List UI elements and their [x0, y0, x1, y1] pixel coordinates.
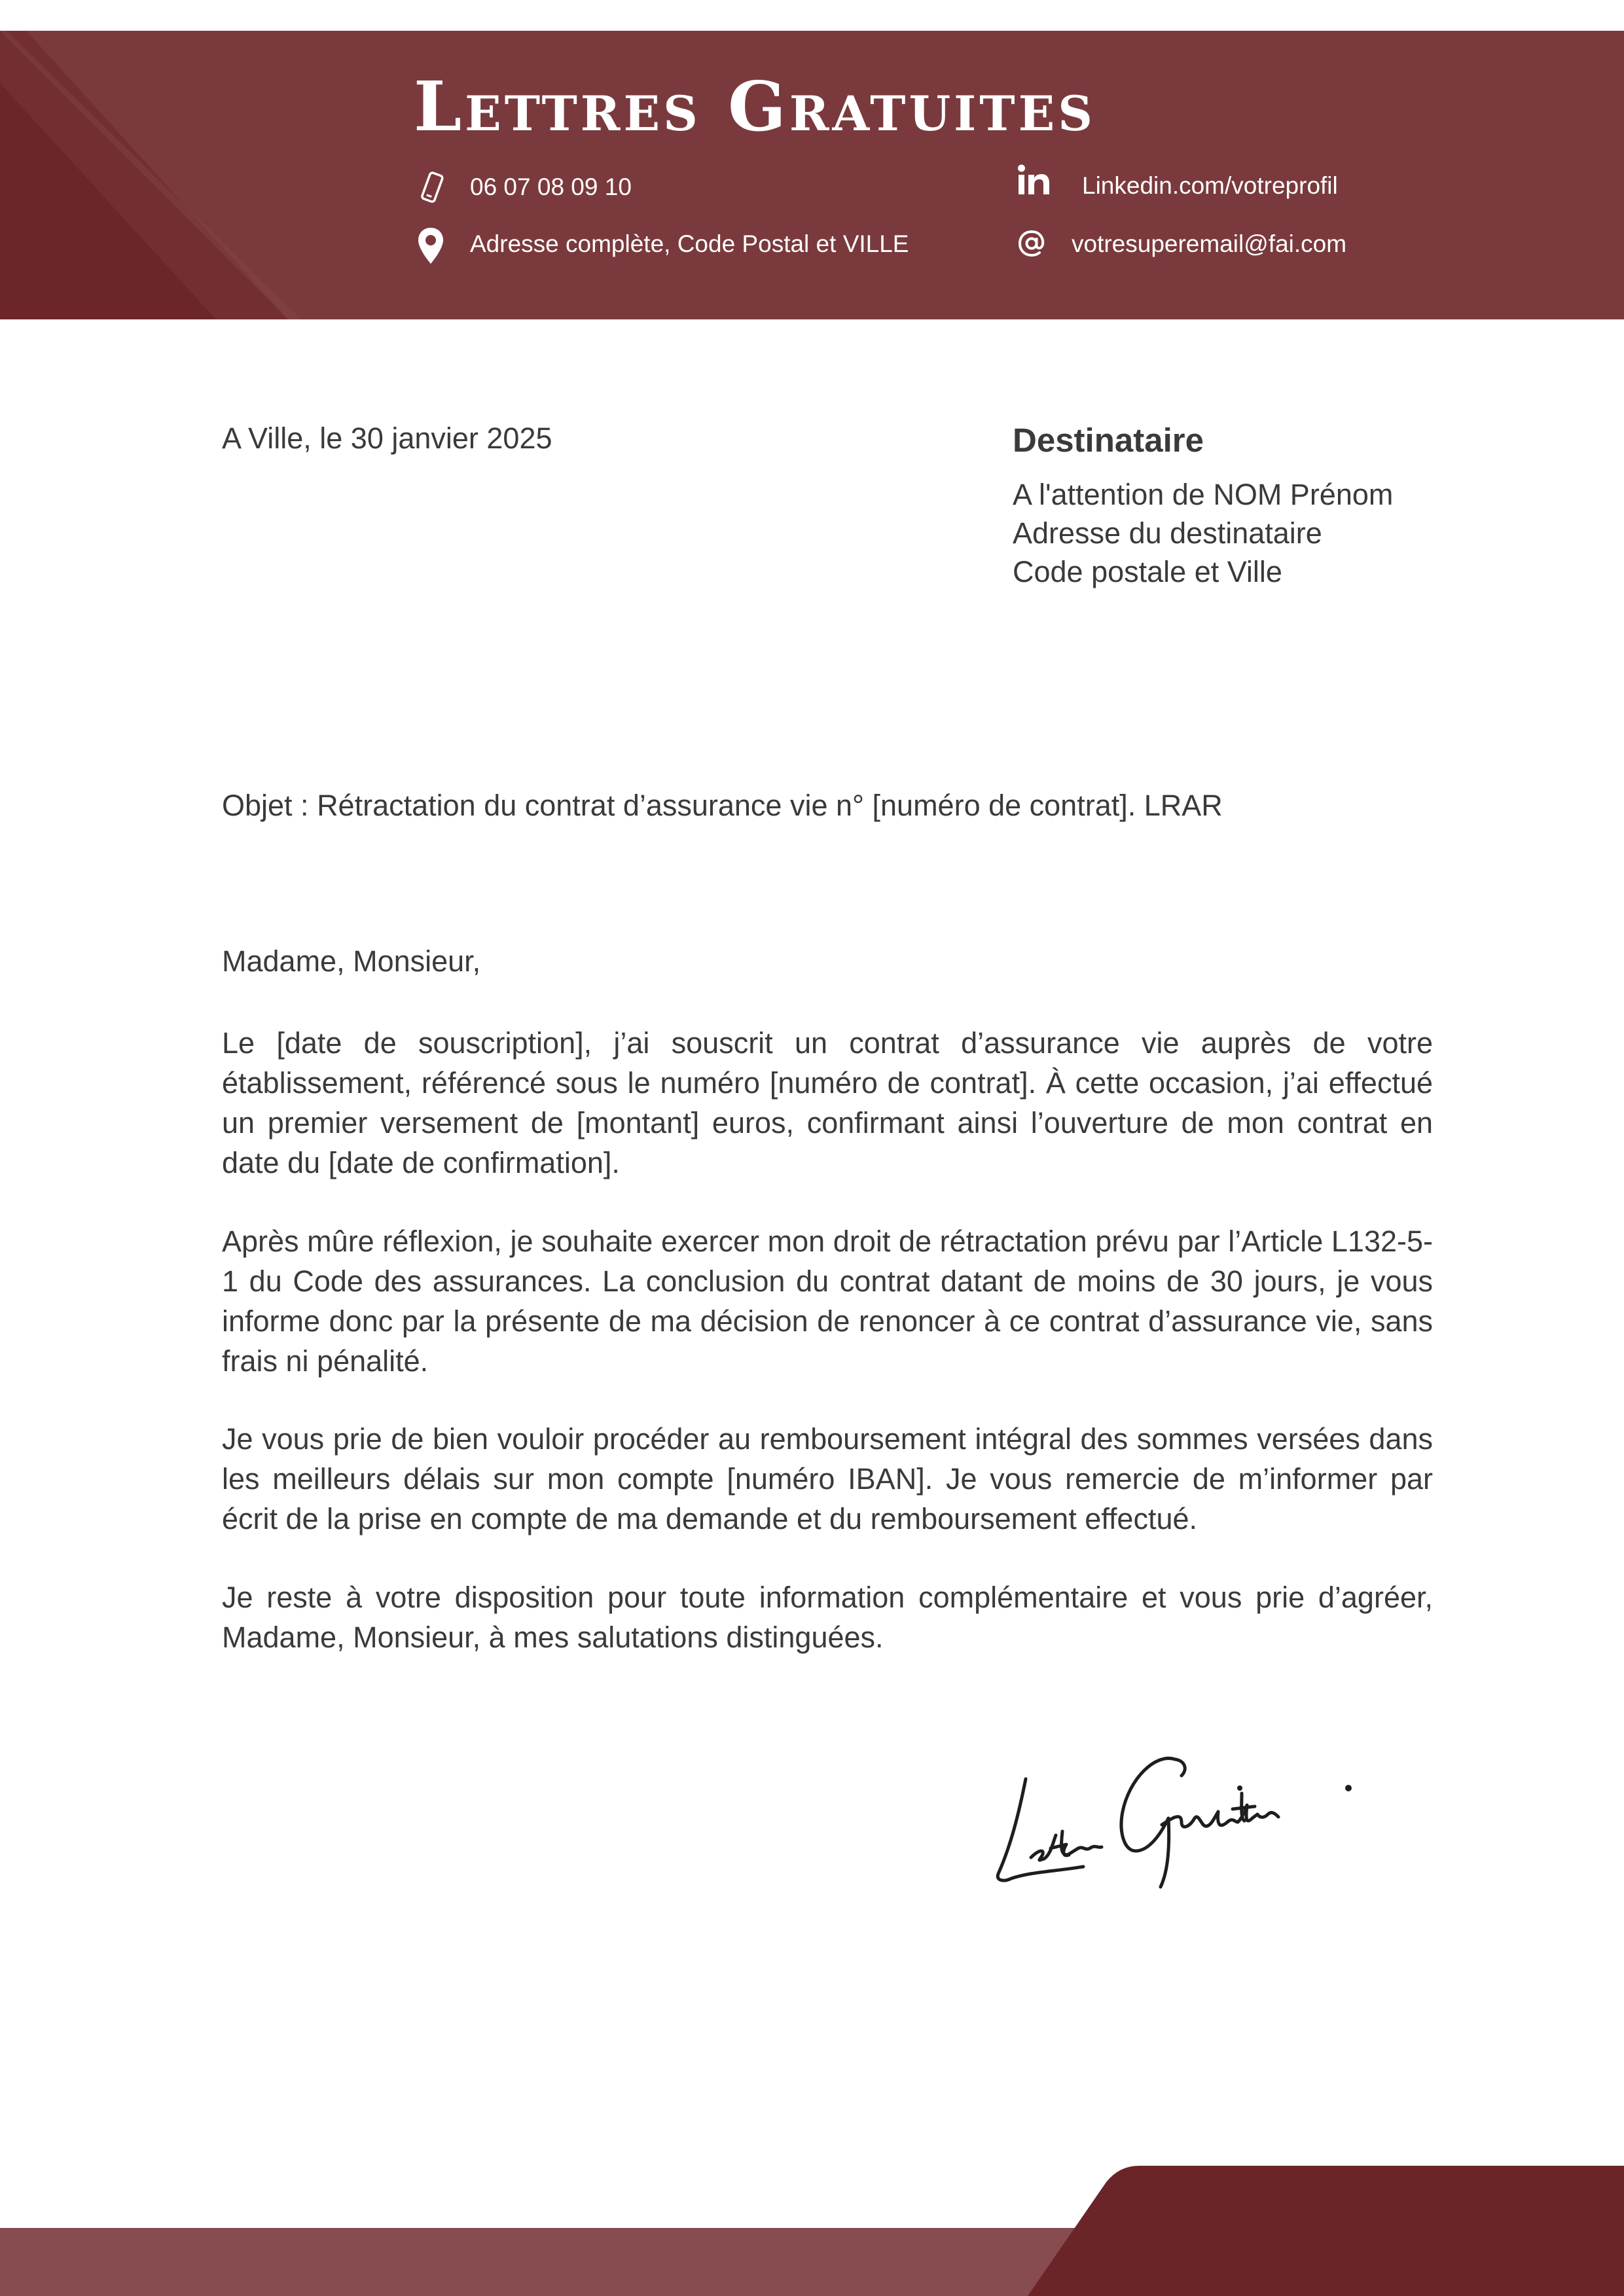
letter-salutation: Madame, Monsieur, — [222, 944, 481, 978]
body-paragraph-1: Le [date de souscription], j’ai souscrit un contrat d’assurance vie auprès de votre établissement, référencé sous le numéro [numéro de contrat]. À cette occasion, j’ai effectué un premier versement de [montant] euros, confirmant ainsi l’ouverture de mon contrat en date du [date de confirmation]. — [222, 1026, 1433, 1179]
linkedin-text: Linkedin.com/votreprofil — [1082, 172, 1338, 199]
email-text: votresuperemail@fai.com — [1072, 230, 1347, 257]
phone-text: 06 07 08 09 10 — [470, 173, 632, 200]
recipient-block — [1013, 420, 1393, 591]
contact-phone — [416, 173, 678, 206]
phone-icon — [416, 171, 448, 205]
recipient-line-address: Adresse du destinataire — [1013, 516, 1322, 550]
body-paragraph-2: Après mûre réflexion, je souhaite exercer mon droit de rétractation prévu par l’Article L132-5-1 du Code des assurances. La conclusion du contrat datant de moins de 30 jours, je vous informe donc par la présente de ma décision de renoncer à ce contrat d’assurance vie, sans frais ni pénalité. — [222, 1225, 1433, 1378]
letter-body — [222, 1221, 1433, 1381]
contact-linkedin — [1017, 172, 1409, 208]
header-corner-decoration — [0, 31, 301, 319]
contact-email — [1017, 230, 1409, 266]
handwritten-signature — [985, 1720, 1365, 1897]
location-pin-icon — [416, 226, 445, 266]
at-sign-icon — [1017, 228, 1047, 259]
brand-title: Lettres Gratuites — [414, 66, 1096, 147]
address-text: Adresse complète, Code Postal et VILLE — [470, 230, 909, 257]
contact-address — [416, 230, 940, 266]
recipient-title: Destinataire — [1013, 422, 1204, 459]
letter-object: Objet : Rétractation du contrat d’assurance vie n° [numéro de contrat]. LRAR — [222, 789, 1223, 822]
body-paragraph-3: Je vous prie de bien vouloir procéder au remboursement intégral des sommes versées dans les meilleurs délais sur mon compte [numéro IBAN]. Je vous remercie de m’informer par écrit de la prise en compte de ma demande et du remboursement effectué. — [222, 1422, 1433, 1535]
letter-date: A Ville, le 30 janvier 2025 — [222, 422, 552, 455]
body-paragraph-4: Je reste à votre disposition pour toute information complémentaire et vous prie d’agréer, Madame, Monsieur, à mes salutations distinguées. — [222, 1581, 1433, 1654]
recipient-line-attention: A l'attention de NOM Prénom — [1013, 478, 1394, 511]
recipient-line-city: Code postale et Ville — [1013, 555, 1282, 588]
footer-band — [0, 2162, 1624, 2296]
letter-body — [222, 1419, 1433, 1539]
letter-body — [222, 1577, 1433, 1657]
letter-body — [222, 1023, 1433, 1183]
linkedin-icon — [1017, 163, 1052, 197]
header-band — [0, 31, 1624, 319]
